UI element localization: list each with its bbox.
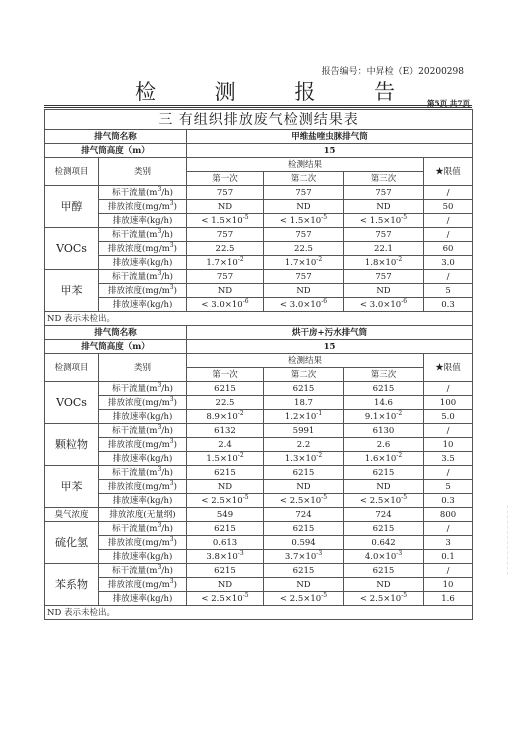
limit-value: 3 — [424, 536, 473, 550]
title-rule — [44, 105, 472, 106]
category-cell: 标干流量$(m^3/h)$ — [99, 228, 187, 242]
category-cell: 标干流量$(m^3/h)$ — [99, 424, 187, 438]
limit-value: 0.1 — [424, 550, 473, 564]
category-header: 类别 — [99, 354, 187, 382]
data-row — [45, 242, 473, 256]
category-cell: 排放浓度$(mg/m^3)$ — [99, 396, 187, 410]
stack-height-label: 排气筒高度（m） — [45, 340, 187, 354]
category-cell: 排放浓度$(mg/m^3)$ — [99, 578, 187, 592]
data-row — [45, 592, 473, 606]
stack-name-label: 排气筒名称 — [45, 326, 187, 340]
limit-value: 3.0 — [424, 256, 473, 270]
run2-value: 0.594 — [264, 536, 344, 550]
limit-value: / — [424, 382, 473, 396]
category-cell: 排放速率(kg/h) — [99, 452, 187, 466]
note: ND 表示未检出。 — [45, 606, 473, 620]
run2-value: < $2.5\times 10^{-5}$ — [264, 494, 344, 508]
category-cell: 排放速率(kg/h) — [99, 298, 187, 312]
run3-value: 724 — [344, 508, 424, 522]
run3-value: < $2.5\times 10^{-5}$ — [344, 592, 424, 606]
run3-value: 757 — [344, 186, 424, 200]
run2-value: 5991 — [264, 424, 344, 438]
limit-value: / — [424, 424, 473, 438]
run2-value: 2.2 — [264, 438, 344, 452]
report-number: 报告编号：中昇检（E）20200298 — [321, 67, 464, 77]
data-row — [45, 284, 473, 298]
category-cell: 排放浓度$(mg/m^3)$ — [99, 200, 187, 214]
limit-value: 800 — [424, 508, 473, 522]
run2-value: ND — [264, 480, 344, 494]
data-row — [45, 494, 473, 508]
run2-value: 757 — [264, 228, 344, 242]
note-row — [45, 312, 473, 326]
item-name: VOCs — [45, 382, 99, 424]
run2-value: < $3.0\times 10^{-6}$ — [264, 298, 344, 312]
run3-value: 6215 — [344, 564, 424, 578]
run1-value: < $1.5\times 10^{-5}$ — [187, 214, 264, 228]
data-row — [45, 228, 473, 242]
run1-header: 第一次 — [187, 172, 264, 186]
category-cell: 排放速率(kg/h) — [99, 592, 187, 606]
category-cell: 排放速率(kg/h) — [99, 494, 187, 508]
item-name: 颗粒物 — [45, 424, 99, 466]
limit-value: 100 — [424, 396, 473, 410]
emission-results-table — [44, 109, 473, 620]
run1-value: 549 — [187, 508, 264, 522]
data-row — [45, 270, 473, 284]
run2-value: $1.3\times 10^{-2}$ — [264, 452, 344, 466]
limit-value: 1.6 — [424, 592, 473, 606]
run2-value: $3.7\times 10^{-3}$ — [264, 550, 344, 564]
data-row — [45, 550, 473, 564]
run2-value: < $2.5\times 10^{-5}$ — [264, 592, 344, 606]
run3-value: ND — [344, 284, 424, 298]
data-row — [45, 508, 473, 522]
data-row — [45, 452, 473, 466]
limit-value: / — [424, 522, 473, 536]
stack-name-label: 排气筒名称 — [45, 130, 187, 144]
column-header-row — [45, 158, 473, 172]
run3-value: 14.6 — [344, 396, 424, 410]
run3-value: $9.1\times 10^{-2}$ — [344, 410, 424, 424]
data-row — [45, 522, 473, 536]
run1-value: 6215 — [187, 522, 264, 536]
category-cell: 排放浓度$(mg/m^3)$ — [99, 438, 187, 452]
category-cell: 标干流量$(m^3/h)$ — [99, 186, 187, 200]
item-header: 检测项目 — [45, 158, 99, 186]
data-row — [45, 438, 473, 452]
data-row — [45, 256, 473, 270]
category-cell: 排放速率(kg/h) — [99, 256, 187, 270]
run1-value: 6215 — [187, 382, 264, 396]
limit-value: 5.0 — [424, 410, 473, 424]
stack-name-value: 烘干房+污水排气筒 — [187, 326, 473, 340]
data-row — [45, 564, 473, 578]
run2-header: 第二次 — [264, 172, 344, 186]
run3-value: ND — [344, 200, 424, 214]
run1-value: ND — [187, 480, 264, 494]
run1-value: 757 — [187, 270, 264, 284]
run1-value: ND — [187, 284, 264, 298]
stack-height-row — [45, 340, 473, 354]
run1-value: $1.5\times 10^{-2}$ — [187, 452, 264, 466]
category-cell: 排放浓度(无量纲) — [99, 508, 187, 522]
limit-value: / — [424, 466, 473, 480]
run1-value: $3.8\times 10^{-3}$ — [187, 550, 264, 564]
category-header: 类别 — [99, 158, 187, 186]
limit-header: ★限值 — [424, 354, 473, 382]
limit-value: / — [424, 564, 473, 578]
run1-value: 757 — [187, 186, 264, 200]
data-row — [45, 536, 473, 550]
stack-height-label: 排气筒高度（m） — [45, 144, 187, 158]
limit-value: / — [424, 228, 473, 242]
title-rule-thin — [44, 107, 472, 108]
limit-value: 5 — [424, 480, 473, 494]
run1-value: ND — [187, 578, 264, 592]
run2-value: 6215 — [264, 564, 344, 578]
document-title: 检 测 报 告 — [134, 80, 422, 104]
category-cell: 标干流量$(m^3/h)$ — [99, 382, 187, 396]
run1-value: < $3.0\times 10^{-6}$ — [187, 298, 264, 312]
run1-value: 6132 — [187, 424, 264, 438]
seal-edge — [507, 505, 530, 575]
run2-header: 第二次 — [264, 368, 344, 382]
run3-value: 22.1 — [344, 242, 424, 256]
category-cell: 排放浓度$(mg/m^3)$ — [99, 536, 187, 550]
limit-header: ★限值 — [424, 158, 473, 186]
run3-value: 757 — [344, 228, 424, 242]
results-header: 检测结果 — [187, 158, 424, 172]
category-cell: 排放浓度$(mg/m^3)$ — [99, 242, 187, 256]
limit-value: / — [424, 186, 473, 200]
run1-value: < $2.5\times 10^{-5}$ — [187, 592, 264, 606]
item-name: VOCs — [45, 228, 99, 270]
run2-value: 18.7 — [264, 396, 344, 410]
run2-value: ND — [264, 200, 344, 214]
category-cell: 标干流量$(m^3/h)$ — [99, 564, 187, 578]
run2-value: 22.5 — [264, 242, 344, 256]
run1-value: ND — [187, 200, 264, 214]
note: ND 表示未检出。 — [45, 312, 473, 326]
category-cell: 排放浓度$(mg/m^3)$ — [99, 284, 187, 298]
limit-value: 10 — [424, 578, 473, 592]
stack-height-row — [45, 144, 473, 158]
run1-value: 757 — [187, 228, 264, 242]
data-row — [45, 424, 473, 438]
run3-value: $4.0\times 10^{-3}$ — [344, 550, 424, 564]
category-cell: 标干流量$(m^3/h)$ — [99, 466, 187, 480]
category-cell: 排放速率(kg/h) — [99, 550, 187, 564]
note-row — [45, 606, 473, 620]
run3-value: $1.8\times 10^{-2}$ — [344, 256, 424, 270]
section-title: 三 有组织排放废气检测结果表 — [45, 110, 473, 130]
run2-value: 757 — [264, 186, 344, 200]
run3-value: 757 — [344, 270, 424, 284]
run3-value: 6215 — [344, 466, 424, 480]
data-row — [45, 480, 473, 494]
data-row — [45, 200, 473, 214]
column-header-row — [45, 354, 473, 368]
run2-value: ND — [264, 578, 344, 592]
run1-value: 0.613 — [187, 536, 264, 550]
run3-header: 第三次 — [344, 368, 424, 382]
run3-value: $1.6\times 10^{-2}$ — [344, 452, 424, 466]
results-header: 检测结果 — [187, 354, 424, 368]
section-title-row — [45, 110, 473, 130]
run1-value: 6215 — [187, 564, 264, 578]
category-cell: 标干流量$(m^3/h)$ — [99, 522, 187, 536]
data-row — [45, 382, 473, 396]
item-name: 臭气浓度 — [45, 508, 99, 522]
run1-value: 22.5 — [187, 396, 264, 410]
run2-value: 6215 — [264, 466, 344, 480]
run2-value: ND — [264, 284, 344, 298]
page-info: 第5页 共7页 — [426, 99, 470, 108]
run3-value: 6130 — [344, 424, 424, 438]
run2-value: $1.7\times 10^{-2}$ — [264, 256, 344, 270]
data-row — [45, 578, 473, 592]
item-name: 甲苯 — [45, 270, 99, 312]
limit-value: 3.5 — [424, 452, 473, 466]
run2-value: $1.2\times 10^{-1}$ — [264, 410, 344, 424]
limit-value: 60 — [424, 242, 473, 256]
stack-height-value: 15 — [187, 340, 473, 354]
data-row — [45, 396, 473, 410]
data-row — [45, 186, 473, 200]
run3-value: < $1.5\times 10^{-5}$ — [344, 214, 424, 228]
item-name: 甲苯 — [45, 466, 99, 508]
limit-value: 10 — [424, 438, 473, 452]
run2-value: 6215 — [264, 522, 344, 536]
limit-value: 0.3 — [424, 494, 473, 508]
limit-value: 5 — [424, 284, 473, 298]
stack-height-value: 15 — [187, 144, 473, 158]
run1-value: < $2.5\times 10^{-5}$ — [187, 494, 264, 508]
category-cell: 排放浓度$(mg/m^3)$ — [99, 480, 187, 494]
stack-name-value: 甲维盐喹虫脒排气筒 — [187, 130, 473, 144]
data-row — [45, 214, 473, 228]
run1-value: 6215 — [187, 466, 264, 480]
item-name: 硫化氢 — [45, 522, 99, 564]
item-name: 甲醇 — [45, 186, 99, 228]
category-cell: 排放速率(kg/h) — [99, 214, 187, 228]
run3-value: 0.642 — [344, 536, 424, 550]
run2-value: 6215 — [264, 382, 344, 396]
run3-value: < $2.5\times 10^{-5}$ — [344, 494, 424, 508]
item-header: 检测项目 — [45, 354, 99, 382]
run3-header: 第三次 — [344, 172, 424, 186]
run2-value: < $1.5\times 10^{-5}$ — [264, 214, 344, 228]
limit-value: 0.3 — [424, 298, 473, 312]
data-row — [45, 466, 473, 480]
data-row — [45, 410, 473, 424]
stack-name-row — [45, 326, 473, 340]
data-row — [45, 298, 473, 312]
run3-value: 6215 — [344, 522, 424, 536]
run2-value: 724 — [264, 508, 344, 522]
run1-value: 22.5 — [187, 242, 264, 256]
run1-value: $1.7\times 10^{-2}$ — [187, 256, 264, 270]
run1-value: 2.4 — [187, 438, 264, 452]
run1-header: 第一次 — [187, 368, 264, 382]
run3-value: 6215 — [344, 382, 424, 396]
run1-value: $8.9\times 10^{-2}$ — [187, 410, 264, 424]
run3-value: ND — [344, 480, 424, 494]
stack-name-row — [45, 130, 473, 144]
category-cell: 标干流量$(m^3/h)$ — [99, 270, 187, 284]
run3-value: 2.6 — [344, 438, 424, 452]
limit-value: / — [424, 214, 473, 228]
run2-value: 757 — [264, 270, 344, 284]
category-cell: 排放速率(kg/h) — [99, 410, 187, 424]
run3-value: ND — [344, 578, 424, 592]
run3-value: < $3.0\times 10^{-6}$ — [344, 298, 424, 312]
limit-value: 50 — [424, 200, 473, 214]
item-name: 苯系物 — [45, 564, 99, 606]
limit-value: / — [424, 270, 473, 284]
